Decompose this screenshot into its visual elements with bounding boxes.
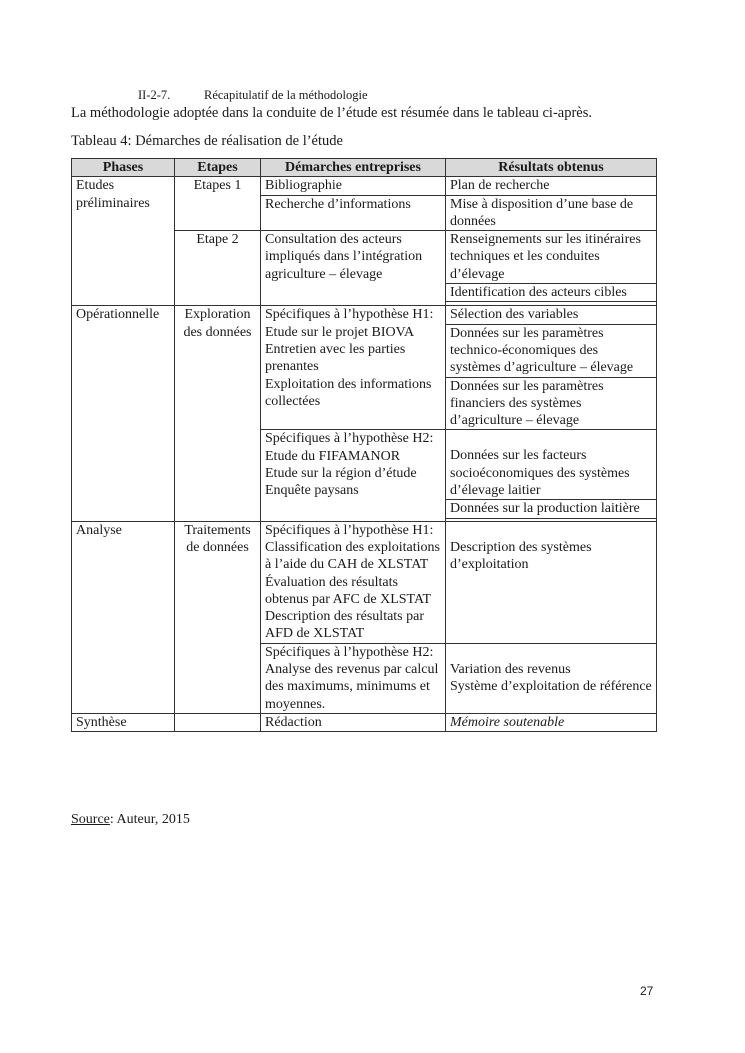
demarche-line: Spécifiques à l’hypothèse H1: xyxy=(265,522,434,538)
demarche-line: Enquête paysans xyxy=(265,483,359,499)
demarche-line: Analyse des revenus par calcul des maximums, minimums et moyennes. xyxy=(265,662,439,712)
phase-cell: Synthèse xyxy=(72,713,175,731)
page-number: 27 xyxy=(640,984,654,998)
etape-cell: Traitements de données xyxy=(175,521,261,713)
header-resultats: Résultats obtenus xyxy=(446,159,657,177)
demarche-line: Spécifiques à l’hypothèse H2: xyxy=(265,644,434,660)
resultat-cell: Données sur les paramètres financiers des systèmes d’agriculture – élevage xyxy=(446,377,657,430)
table-source xyxy=(71,812,190,828)
demarche-cell xyxy=(261,521,446,643)
resultat-line: Variation des revenus xyxy=(450,661,571,677)
demarche-cell xyxy=(261,306,446,430)
resultat-cell: Mise à disposition d’une base de données xyxy=(446,195,657,231)
demarche-cell: Recherche d’informations xyxy=(261,195,446,231)
table-row xyxy=(72,521,657,643)
etape-cell: Etapes 1 xyxy=(175,177,261,231)
resultat-cell xyxy=(446,643,657,713)
table-row xyxy=(72,713,657,731)
demarche-line: Etude sur le projet BIOVA xyxy=(265,324,415,340)
table-header-row xyxy=(72,159,657,177)
demarche-cell xyxy=(261,430,446,521)
resultat-cell: Description des systèmes d’exploitation xyxy=(446,521,657,643)
resultat-cell: Données sur la production laitière xyxy=(446,500,657,518)
phase-cell: Analyse xyxy=(72,521,175,713)
demarche-line: Évaluation des résultats obtenus par AFC de XLSTAT xyxy=(265,574,432,607)
source-text: : Auteur, 2015 xyxy=(109,812,190,827)
intro-paragraph: La méthodologie adoptée dans la conduite de l’étude est résumée dans le tableau ci-après. xyxy=(71,105,592,121)
demarche-line: Exploitation des informations collectées xyxy=(265,376,432,409)
phase-cell: Opérationnelle xyxy=(72,306,175,521)
table-caption: Tableau 4: Démarches de réalisation de l’étude xyxy=(71,133,343,149)
etape-cell: Etape 2 xyxy=(175,231,261,306)
demarche-cell: Consultation des acteurs impliqués dans l’intégration agriculture – élevage xyxy=(261,231,446,306)
resultat-cell: Identification des acteurs cibles xyxy=(446,284,657,302)
demarche-line: Description des résultats par AFD de XLSTAT xyxy=(265,609,425,642)
table-row xyxy=(72,306,657,324)
section-heading xyxy=(138,88,368,103)
header-phases: Phases xyxy=(72,159,175,177)
phase-cell: Etudes préliminaires xyxy=(72,177,175,306)
header-etapes: Etapes xyxy=(175,159,261,177)
etape-cell-empty xyxy=(175,713,261,731)
resultat-cell: Renseignements sur les itinéraires techniques et les conduites d’élevage xyxy=(446,231,657,284)
demarche-cell: Bibliographie xyxy=(261,177,446,195)
demarche-line: Spécifiques à l’hypothèse H2: xyxy=(265,431,434,447)
demarche-line: Entretien avec les parties prenantes xyxy=(265,341,406,375)
demarche-line: Etude sur la région d’étude xyxy=(265,466,417,482)
demarche-line: Spécifiques à l’hypothèse H1: xyxy=(265,307,434,323)
methodology-table xyxy=(71,158,657,732)
table-row xyxy=(72,177,657,195)
resultat-cell: Données sur les facteurs socioéconomiques des systèmes d’élevage laitier xyxy=(446,430,657,500)
source-label: Source xyxy=(71,812,110,827)
resultat-cell: Données sur les paramètres technico-économiques des systèmes d’agriculture – élevage xyxy=(446,324,657,377)
demarche-line: Classification des exploitations à l’aide du CAH de XLSTAT xyxy=(265,539,440,573)
demarche-cell xyxy=(261,643,446,713)
demarche-line: Etude du FIFAMANOR xyxy=(265,448,401,464)
section-title: Récapitulatif de la méthodologie xyxy=(204,88,368,102)
demarche-cell: Rédaction xyxy=(261,713,446,731)
resultat-cell: Plan de recherche xyxy=(446,177,657,195)
resultat-cell: Mémoire soutenable xyxy=(446,713,657,731)
resultat-line: Système d’exploitation de référence xyxy=(450,679,652,695)
etape-cell: Exploration des données xyxy=(175,306,261,521)
resultat-cell: Sélection des variables xyxy=(446,306,657,324)
header-demarches: Démarches entreprises xyxy=(261,159,446,177)
section-number: II-2-7. xyxy=(138,88,171,102)
